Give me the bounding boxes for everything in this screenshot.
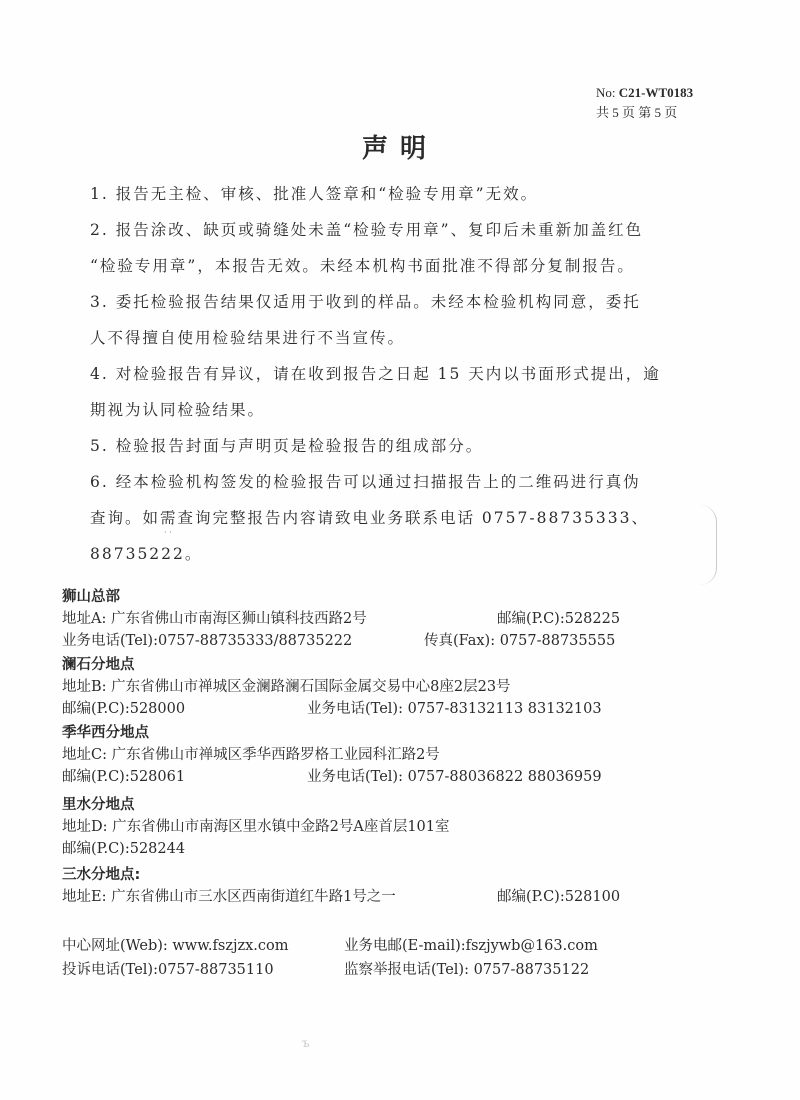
clause-line: 2. 报告涂改、缺页或骑缝处未盖“检验专用章”、复印后未重新加盖红色	[90, 221, 644, 239]
ink-smudge: ъ	[302, 1036, 310, 1050]
location-jihua	[62, 722, 602, 788]
location-tel: 业务电话(Tel): 0757-83132113 83132103	[307, 701, 602, 717]
location-lanshi	[62, 654, 602, 720]
page-info: 共 5 页 第 5 页	[596, 105, 678, 120]
location-lishui	[62, 794, 450, 860]
complaint-tel: 投诉电话(Tel):0757-88735110	[62, 962, 274, 978]
contact-footer	[62, 934, 598, 982]
clause-line: “检验专用章”，本报告无效。未经本机构书面批准不得部分复制报告。	[90, 257, 635, 275]
location-postcode: 邮编(P.C):528225	[497, 611, 621, 627]
location-sanshui	[62, 864, 621, 908]
clause-line: 5. 检验报告封面与声明页是检验报告的组成部分。	[90, 437, 484, 455]
location-postcode: 邮编(P.C):528061	[62, 769, 186, 785]
clause-line: 4. 对检验报告有异议，请在收到报告之日起 15 天内以书面形式提出，逾	[90, 365, 661, 383]
location-postcode: 邮编(P.C):528244	[62, 841, 186, 857]
location-postcode: 邮编(P.C):528100	[497, 889, 621, 905]
location-postcode: 邮编(P.C):528000	[62, 701, 186, 717]
location-address: 地址D: 广东省佛山市南海区里水镇中金路2号A座首层101室	[62, 819, 450, 835]
clause-line: 6. 经本检验机构签发的检验报告可以通过扫描报告上的二维码进行真伪	[90, 473, 641, 491]
location-title: 澜石分地点	[62, 657, 135, 673]
location-title: 季华西分地点	[62, 725, 149, 741]
report-number-value: C21-WT0183	[618, 85, 694, 100]
clause-line: 查询。如需查询完整报告内容请致电业务联系电话 0757-88735333、	[90, 509, 650, 527]
declaration-clauses	[90, 176, 730, 572]
website: 中心网址(Web): www.fszjzx.com	[62, 938, 289, 954]
report-number-label: No:	[596, 85, 616, 100]
clause-line: 88735222。	[90, 545, 203, 563]
clause-line: 1. 报告无主检、审核、批准人签章和“检验专用章”无效。	[90, 185, 539, 203]
page-title: 声明	[361, 134, 438, 164]
location-address: 地址A: 广东省佛山市南海区狮山镇科技西路2号	[62, 611, 367, 627]
report-number	[596, 84, 693, 102]
clause-line: 人不得擅自使用检验结果进行不当宣传。	[90, 329, 406, 347]
location-fax: 传真(Fax): 0757-88735555	[424, 633, 616, 649]
location-address: 地址C: 广东省佛山市禅城区季华西路罗格工业园科汇路2号	[62, 747, 440, 763]
location-title: 三水分地点:	[62, 867, 141, 883]
location-title: 狮山总部	[62, 589, 120, 605]
clause-line: 3. 委托检验报告结果仅适用于收到的样品。未经本检验机构同意，委托	[90, 293, 641, 311]
supervision-tel: 监察举报电话(Tel): 0757-88735122	[344, 962, 590, 978]
location-address: 地址B: 广东省佛山市禅城区金澜路澜石国际金属交易中心8座2层23号	[62, 679, 511, 695]
clause-line: 期视为认同检验结果。	[90, 401, 266, 419]
location-tel: 业务电话(Tel):0757-88735333/88735222	[62, 633, 353, 649]
location-address: 地址E: 广东省佛山市三水区西南街道红牛路1号之一	[62, 889, 396, 905]
speck-marks: · ·	[164, 528, 172, 537]
location-tel: 业务电话(Tel): 0757-88036822 88036959	[307, 769, 602, 785]
location-title: 里水分地点	[62, 797, 135, 813]
pen-mark	[700, 505, 717, 585]
email: 业务电邮(E-mail):fszjywb@163.com	[344, 938, 598, 954]
location-hq	[62, 586, 621, 652]
